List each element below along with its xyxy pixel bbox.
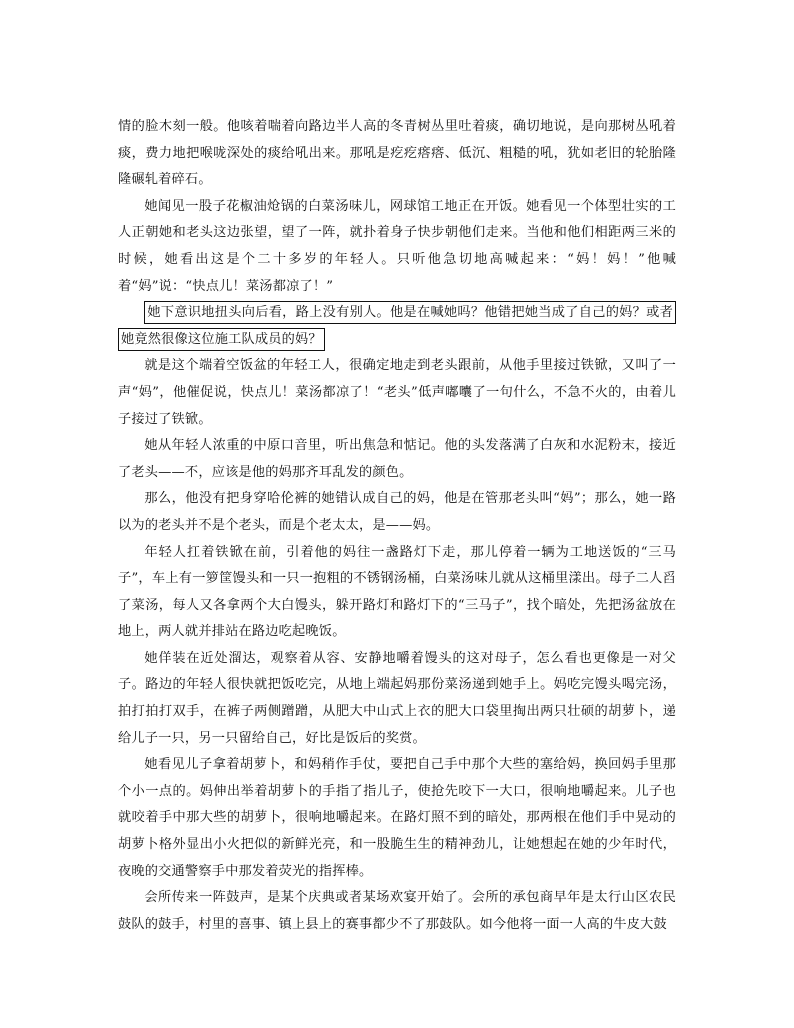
paragraph-1: 情的脸木刻一般。他咳着喘着向路边半人高的冬青树丛里吐着痰，确切地说，是向那树丛吼着痰，费力地把喉咙深处的痰给吼出来。那吼是疙疙瘩瘩、低沉、粗糙的吼，犹如老旧的轮胎隆隆碾轧着碎石。: [118, 119, 676, 188]
paragraph-6: 那么，他没有把身穿哈伦裤的她错认成自己的妈，他是在管那老头叫“妈”；那么，她一路以为的老头并不是个老头，而是个老太太，是——妈。: [118, 491, 676, 533]
paragraph-4: 就是这个端着空饭盆的年轻工人，很确定地走到老头跟前，从他手里接过铁锨，又叫了一声“妈”，他催促说，快点儿！菜汤都凉了！“老头”低声嘟囔了一句什么，不急不火的，由着儿子接过了铁锨。: [118, 358, 676, 427]
boxed-paragraph-text: 她下意识地扭头向后看，路上没有别人。他是在喊她吗？他错把她当成了自己的妈？或者她竟然很像这位施工队成员的妈？: [118, 301, 676, 351]
document-page: [118, 114, 676, 938]
paragraph-8: 她佯装在近处溜达，观察着从容、安静地嚼着馒头的这对母子，怎么看也更像是一对父子。路边的年轻人很快就把饭吃完，从地上端起妈那份菜汤递到她手上。妈吃完馒头喝完汤，拍打拍打双手，在裤子两侧蹭蹭，从肥大中山式上衣的肥大口袋里掏出两只壮硕的胡萝卜，递给儿子一只，另一只留给自己，好比是饭后的奖赏。: [118, 650, 676, 746]
paragraph-9: 她看见儿子拿着胡萝卜，和妈稍作手仗，要把自己手中那个大些的塞给妈，换回妈手里那个小一点的。妈伸出举着胡萝卜的手指了指儿子，使抢先咬下一大口，很响地嚼起来。儿子也就咬着手中那大些的胡萝卜，很响地嚼起来。在路灯照不到的暗处，那两根在他们手中晃动的胡萝卜格外显出小火把似的新鲜光亮，和一股脆生生的精神劲儿，让她想起在她的少年时代，夜晚的交通警察手中那发着荧光的指挥棒。: [118, 757, 676, 879]
paragraph-5: 她从年轻人浓重的中原口音里，听出焦急和惦记。他的头发落满了白灰和水泥粉末，接近了老头——不，应该是他的妈那齐耳乱发的颜色。: [118, 438, 676, 480]
boxed-paragraph: [118, 300, 676, 353]
paragraph-10: 会所传来一阵鼓声，是某个庆典或者某场欢宴开始了。会所的承包商早年是太行山区农民鼓队的鼓手，村里的喜事、镇上县上的赛事都少不了那鼓队。如今他将一面一人高的牛皮大鼓: [118, 890, 676, 932]
paragraph-2: 她闻见一股子花椒油炝锅的白菜汤味儿，网球馆工地正在开饭。她看见一个体型壮实的工人正朝她和老头这边张望，望了一阵，就扑着身子快步朝他们走来。当他和他们相距两三米的时候，她看出这是个二十多岁的年轻人。只听他急切地高喊起来：“妈！妈！”他喊着“妈”说：“快点儿！菜汤都凉了！”: [118, 198, 676, 294]
paragraph-7: 年轻人扛着铁锨在前，引着他的妈往一盏路灯下走，那儿停着一辆为工地送饭的“三马子”，车上有一箩筐馒头和一只一抱粗的不锈钢汤桶，白菜汤味儿就从这桶里漾出。母子二人舀了菜汤，每人又各拿两个大白馒头，躲开路灯和路灯下的“三马子”，找个暗处，先把汤盆放在地上，两人就并排站在路边吃起晚饭。: [118, 544, 676, 640]
